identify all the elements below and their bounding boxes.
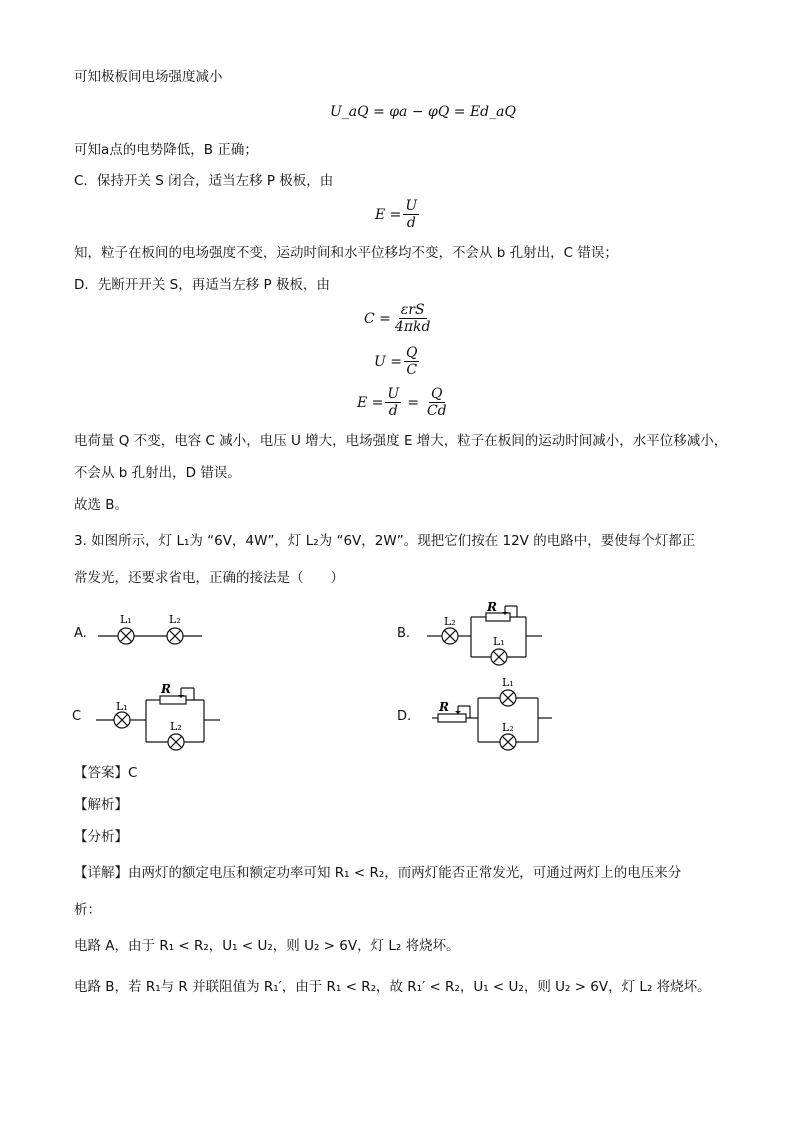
resistor-label: R <box>439 700 449 714</box>
resistor-label: R <box>161 682 171 696</box>
equation-voltage <box>374 345 421 378</box>
lamp-l2-label: L₂ <box>502 721 514 734</box>
fraction <box>393 302 433 335</box>
eq-lhs: E = <box>357 394 384 411</box>
circuit-c-diagram <box>94 680 224 752</box>
denominator: d <box>406 215 416 231</box>
eq-lhs: C = <box>364 310 391 327</box>
lamp-l1-label: L₁ <box>502 676 514 689</box>
option-b-label: B. <box>397 626 411 641</box>
lamp-l2-label: L₂ <box>444 615 456 628</box>
lamp-l1-label: L₁ <box>493 635 505 648</box>
equals-sign: = <box>407 394 419 411</box>
lamp-l2-label: L₂ <box>169 613 181 626</box>
numerator: Q <box>431 386 443 402</box>
lamp-l1-label: L₁ <box>116 700 128 713</box>
denominator: 4πkd <box>394 319 431 335</box>
numerator: Q <box>405 345 418 361</box>
text-line: 析： <box>74 902 101 918</box>
lamp-l2-label: L₂ <box>170 720 182 733</box>
equation-field-2 <box>357 386 451 419</box>
numerator: U <box>405 198 418 214</box>
circuit-b-diagram <box>425 600 545 670</box>
numerator: εrS <box>400 302 425 318</box>
denominator: C <box>406 362 418 378</box>
question-line: 常发光，还要求省电，正确的接法是（ ） <box>74 570 344 586</box>
text-line: 故选 B。 <box>74 497 129 513</box>
text-line: 电路 A，由于 R₁ < R₂，U₁ < U₂，则 U₂ > 6V，灯 L₂ 将烧坏。 <box>74 938 460 954</box>
text-line: 【详解】由两灯的额定电压和额定功率可知 R₁ < R₂，而两灯能否正常发光，可通过两灯上的电压来分 <box>74 865 682 881</box>
circuit-d-diagram <box>430 672 555 752</box>
question-line: 3. 如图所示，灯 L₁为 “6V，4W”，灯 L₂为 “6V，2W”。现把它们按在 12V 的电路中，要使每个灯都正 <box>74 533 696 549</box>
option-a-label: A. <box>74 626 87 641</box>
fraction <box>403 198 419 231</box>
eq-lhs: U = <box>374 353 402 370</box>
section-heading: 【解析】 <box>74 797 128 813</box>
text-line: 电路 B，若 R₁与 R 并联阻值为 R₁′，由于 R₁ < R₂，故 R₁′ < R₂，U₁ < U₂，则 U₂ > 6V，灯 L₂ 将烧坏。 <box>74 979 711 995</box>
option-d-label: D. <box>397 709 412 724</box>
equation-capacitance <box>364 302 434 335</box>
text-line: 不会从 b 孔射出，D 错误。 <box>74 465 241 481</box>
fraction <box>425 386 449 419</box>
eq-lhs: E = <box>375 206 402 223</box>
text-line: 可知极板间电场强度减小 <box>74 69 223 85</box>
text-line: D．先断开开关 S，再适当左移 P 极板，由 <box>74 277 330 293</box>
section-heading: 【分析】 <box>74 829 128 845</box>
lamp-l1-label: L₁ <box>120 613 132 626</box>
equation-field <box>375 198 421 231</box>
text-line: 知，粒子在板间的电场强度不变，运动时间和水平位移均不变，不会从 b 孔射出，C 错误； <box>74 245 618 261</box>
resistor-label: R <box>487 600 497 614</box>
denominator: Cd <box>426 403 447 419</box>
circuit-a-diagram <box>96 610 206 650</box>
equation-potential: U_aQ = φa − φQ = Ed_aQ <box>330 104 516 120</box>
fraction <box>385 386 401 419</box>
text-line: 电荷量 Q 不变，电容 C 减小，电压 U 增大，电场强度 E 增大，粒子在板间的运动时间减小，水平位移减小， <box>74 433 728 449</box>
option-c-label: C <box>72 709 82 724</box>
text-line: 可知a点的电势降低，B 正确； <box>74 142 258 158</box>
denominator: d <box>388 403 398 419</box>
numerator: U <box>387 386 400 402</box>
answer-line: 【答案】C <box>74 765 138 781</box>
text-line: C．保持开关 S 闭合，适当左移 P 极板，由 <box>74 173 334 189</box>
fraction <box>404 345 419 378</box>
